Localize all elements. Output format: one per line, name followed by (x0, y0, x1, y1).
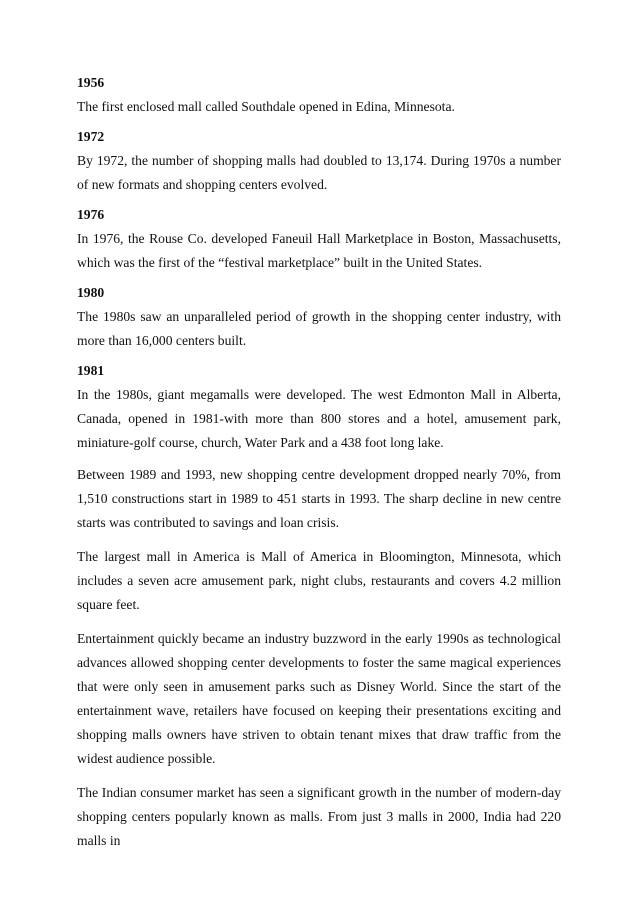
timeline-entry-1981 (77, 361, 561, 455)
timeline-entry-1956 (77, 73, 561, 119)
entry-text: The 1980s saw an unparalleled period of growth in the shopping center industry, with more than 16,000 centers built. (77, 309, 561, 348)
entry-year: 1981 (77, 363, 105, 378)
entry-year: 1976 (77, 207, 105, 222)
entry-text: By 1972, the number of shopping malls had doubled to 13,174. During 1970s a number of new formats and shopping centers evolved. (77, 153, 561, 192)
entry-text: The first enclosed mall called Southdale opened in Edina, Minnesota. (77, 99, 455, 114)
entry-text: In the 1980s, giant megamalls were developed. The west Edmonton Mall in Alberta, Canada, opened in 1981-with more than 800 stores and a hotel, amusement park, miniature-golf course, church, Water Park and a 438 foot long lake. (77, 387, 561, 450)
body-paragraph: The largest mall in America is Mall of America in Bloomington, Minnesota, which includes a seven acre amusement park, night clubs, restaurants and covers 4.2 million square feet. (77, 549, 561, 612)
body-paragraph: Entertainment quickly became an industry buzzword in the early 1990s as technological advances allowed shopping center developments to foster the same magical experiences that were only seen in amusement parks such as Disney World. Since the start of the entertainment wave, retailers have focused on keeping their presentations exciting and shopping malls owners have striven to obtain tenant mixes that draw traffic from the widest audience possible. (77, 631, 561, 766)
timeline-entry-1980 (77, 283, 561, 353)
entry-text: In 1976, the Rouse Co. developed Faneuil Hall Marketplace in Boston, Massachusetts, which was the first of the “festival marketplace” built in the United States. (77, 231, 561, 270)
timeline-entry-1976 (77, 205, 561, 275)
entry-year: 1972 (77, 129, 105, 144)
timeline-entry-1972 (77, 127, 561, 197)
entry-year: 1956 (77, 75, 105, 90)
entry-year: 1980 (77, 285, 105, 300)
document-page (77, 73, 561, 863)
body-paragraph: Between 1989 and 1993, new shopping centre development dropped nearly 70%, from 1,510 constructions start in 1989 to 451 starts in 1993. The sharp decline in new centre starts was contributed to savings and loan crisis. (77, 467, 561, 530)
body-paragraph: The Indian consumer market has seen a significant growth in the number of modern-day shopping centers popularly known as malls. From just 3 malls in 2000, India had 220 malls in (77, 785, 561, 848)
